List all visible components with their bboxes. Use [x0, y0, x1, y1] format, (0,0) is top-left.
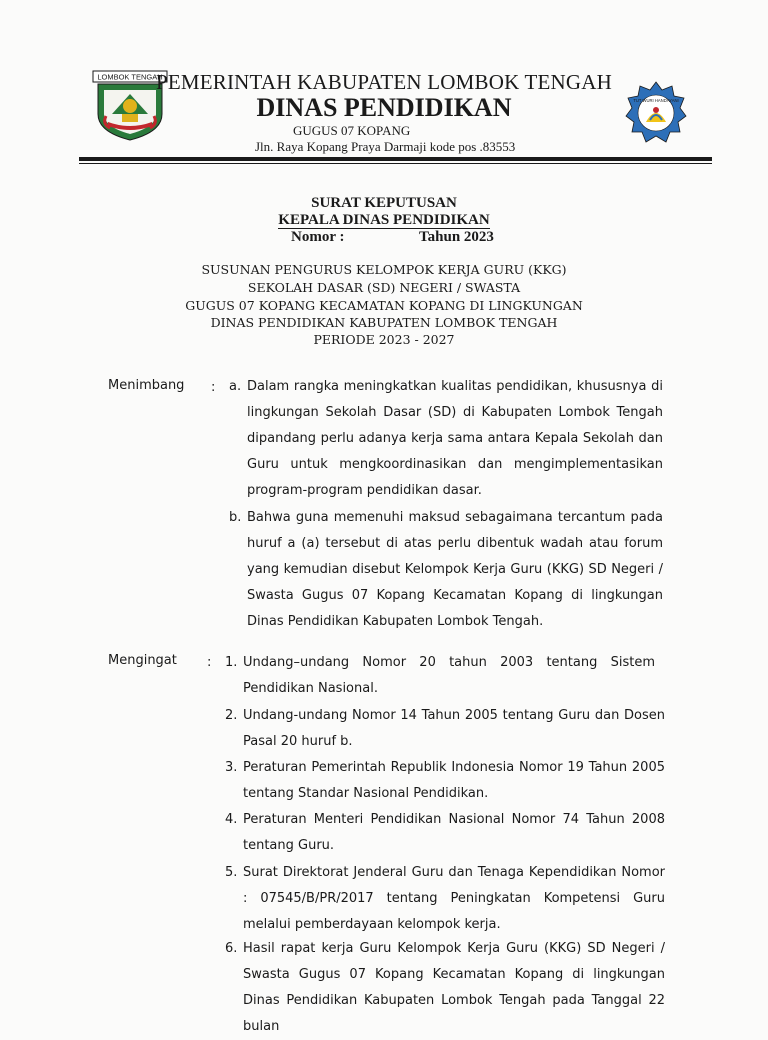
- mengingat-item-marker: 1.: [225, 655, 238, 670]
- mengingat-item-marker: 5.: [225, 865, 238, 880]
- letterhead-rule-thick: [79, 157, 712, 161]
- subject-line-4: DINAS PENDIDIKAN KABUPATEN LOMBOK TENGAH: [210, 315, 558, 330]
- office-address: Jln. Raya Kopang Praya Darmaji kode pos .83553: [255, 139, 516, 154]
- mengingat-item-marker: 4.: [225, 812, 238, 827]
- mengingat-item-text: Undang-undang Nomor 14 Tahun 2005 tentang Guru dan Dosen Pasal 20 huruf b.: [243, 708, 665, 749]
- mengingat-item-marker: 2.: [225, 708, 238, 723]
- nomor-label: Nomor :: [291, 229, 345, 245]
- decree-number: [291, 229, 494, 246]
- menimbang-item-marker: b.: [229, 510, 242, 525]
- gugus-name: GUGUS 07 KOPANG: [293, 123, 411, 138]
- menimbang-label: Menimbang: [108, 378, 185, 393]
- letterhead-rule-thin: [79, 163, 712, 164]
- mengingat-item-marker: 6.: [225, 941, 238, 956]
- decree-issuer: [0, 212, 768, 229]
- menimbang-item-marker: a.: [229, 379, 242, 394]
- left-logo-text: LOMBOK TENGAH: [97, 72, 163, 82]
- subject-line-5: PERIODE 2023 - 2027: [313, 332, 455, 347]
- mengingat-colon: :: [207, 655, 212, 670]
- department-name: DINAS PENDIDIKAN: [256, 93, 512, 122]
- decree-title: SURAT KEPUTUSAN: [311, 195, 457, 211]
- mengingat-item-text: Peraturan Pemerintah Republik Indonesia Nomor 19 Tahun 2005 tentang Standar Nasional Pendidikan.: [243, 760, 665, 801]
- menimbang-item-text: Bahwa guna memenuhi maksud sebagaimana tercantum pada huruf a (a) tersebut di atas perlu dibentuk wadah atau forum yang kemudian disebut Kelompok Kerja Guru (KKG) SD Negeri / Swasta Gugus 07 Kopang Kecamatan Kopang di lingkungan Dinas Pendidikan Kabupaten Lombok Tengah.: [247, 510, 663, 629]
- mengingat-item-text: Peraturan Menteri Pendidikan Nasional Nomor 74 Tahun 2008 tentang Guru.: [243, 812, 665, 853]
- mengingat-label: Mengingat: [108, 653, 177, 668]
- subject-line-2: SEKOLAH DASAR (SD) NEGERI / SWASTA: [247, 280, 521, 295]
- mengingat-item-text: Hasil rapat kerja Guru Kelompok Kerja Guru (KKG) SD Negeri / Swasta Gugus 07 Kopang Kecamatan Kopang di lingkungan Dinas Pendidikan Kabupaten Lombok Tengah pada Tanggal 22 bulan: [243, 941, 665, 1034]
- government-name: PEMERINTAH KABUPATEN LOMBOK TENGAH: [155, 70, 613, 94]
- mengingat-item-text: Surat Direktorat Jenderal Guru dan Tenaga Kependidikan Nomor : 07545/B/PR/2017 tentang Peningkatan Kompetensi Guru melalui pemberdayaan kelompok kerja.: [243, 865, 665, 932]
- mengingat-item-text: Undang–undang Nomor 20 tahun 2003 tentang Sistem Pendidikan Nasional.: [243, 655, 655, 696]
- decree-year: Tahun 2023: [419, 229, 494, 245]
- menimbang-colon: :: [211, 380, 216, 395]
- right-logo-text: TUT WURI HANDAYANI: [633, 98, 679, 103]
- menimbang-item-text: Dalam rangka meningkatkan kualitas pendidikan, khususnya di lingkungan Sekolah Dasar (SD) di Kabupaten Lombok Tengah dipandang perlu adanya kerja sama antara Kepala Sekolah dan Guru untuk mengkoordinasikan dan mengimplementasikan program-program pendidikan dasar.: [247, 379, 663, 498]
- decree-issuer-text: KEPALA DINAS PENDIDIKAN: [278, 212, 490, 228]
- mengingat-item-marker: 3.: [225, 760, 238, 775]
- subject-line-1: SUSUNAN PENGURUS KELOMPOK KERJA GURU (KKG): [201, 262, 567, 277]
- subject-line-3: GUGUS 07 KOPANG KECAMATAN KOPANG DI LINGKUNGAN: [185, 298, 583, 313]
